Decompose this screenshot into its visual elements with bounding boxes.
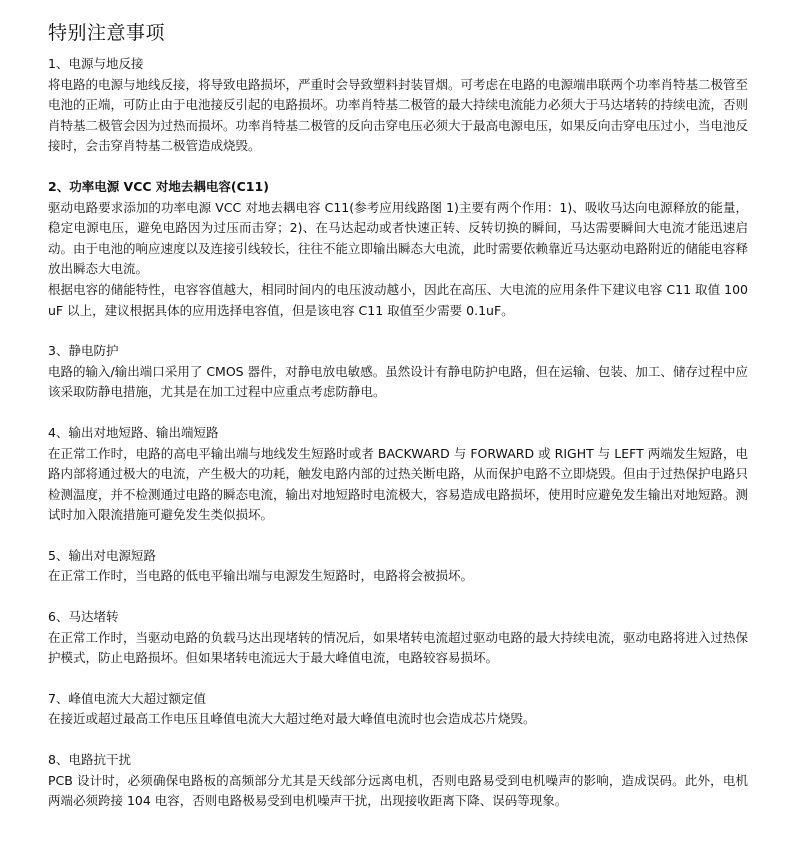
section-paragraph: 在正常工作时，当电路的低电平输出端与电源发生短路时，电路将会被损坏。: [48, 568, 474, 584]
section-paragraph: 在正常工作时，电路的高电平输出端与地线发生短路时或者 BACKWARD 与 FORWARD 或 RIGHT 与 LEFT 两端发生短路，电路内部将通过极大的电流，产生极大的功耗，触发电路内部的过热关断电路，从而保护电路不立即烧毁。但由于过热保护电路只检测温度，并不检测通过电路的瞬态电流，输出对地短路时电流极大，容易造成电路损坏，使用时应避免发生输出对地短路。测试时加入限流措施可避免发生类似损坏。: [48, 445, 749, 523]
section-heading: 6、马达堵转: [48, 609, 119, 625]
section-paragraph: 在接近或超过最高工作电压且峰值电流大大超过绝对最大峰值电流时也会造成芯片烧毁。: [48, 711, 536, 727]
section-paragraph: 驱动电路要求添加的功率电源 VCC 对地去耦电容 C11(参考应用线路图 1)主要有两个作用：1)、吸收马达向电源释放的能量，稳定电源电压，避免电路因为过压而击穿；2)、在马达起动或者快速正转、反转切换的瞬间，马达需要瞬间大电流才能迅速启动。由于电池的响应速度以及连接引线较长，往往不能立即输出瞬态大电流，此时需要依赖靠近马达驱动电路附近的储能电容释放出瞬态大电流。: [48, 199, 749, 277]
section-heading: 3、静电防护: [48, 343, 119, 359]
section-paragraph: 将电路的电源与地线反接，将导致电路损坏，严重时会导致塑料封装冒烟。可考虑在电路的电源端串联两个功率肖特基二极管至电池的正端，可防止由于电池接反引起的电路损坏。功率肖特基二极管的最大持续电流能力必须大于马达堵转的持续电流，否则肖特基二极管会因为过热而损坏。功率肖特基二极管的反向击穿电压必须大于最高电源电压，如果反向击穿电压过小，当电池反接时，会击穿肖特基二极管造成烧毁。: [48, 76, 749, 154]
section-decoupling-capacitor: [48, 177, 748, 321]
section-power-reverse: [48, 54, 748, 157]
section-heading: 1、电源与地反接: [48, 56, 144, 71]
section-heading: 2、功率电源 VCC 对地去耦电容(C11): [48, 178, 269, 194]
section-anti-interference: [48, 750, 748, 812]
section-motor-stall: [48, 607, 748, 669]
section-heading: 8、电路抗干扰: [48, 752, 131, 768]
section-heading: 7、峰值电流大大超过额定值: [48, 690, 206, 706]
section-paragraph: 在正常工作时，当驱动电路的负载马达出现堵转的情况后，如果堵转电流超过驱动电路的最大持续电流，驱动电路将进入过热保护模式，防止电路损坏。但如果堵转电流远大于最大峰值电流，电路较容易损坏。: [48, 629, 749, 666]
section-paragraph: 电路的输入/输出端口采用了 CMOS 器件，对静电放电敏感。虽然设计有静电防护电路，但在运输、包装、加工、储存过程中应该采取防静电措施，尤其是在加工过程中应重点考虑防静电。: [48, 363, 748, 400]
section-heading: 4、输出对地短路、输出端短路: [48, 424, 219, 440]
section-heading: 5、输出对电源短路: [48, 547, 156, 563]
section-paragraph: 根据电容的储能特性，电容容值越大，相同时间内的电压波动越小，因此在高压、大电流的应用条件下建议电容 C11 取值 100uF 以上，建议根据具体的应用选择电容值，但是该电容 C11 取值至少需要 0.1uF。: [48, 281, 748, 318]
section-output-short-power: [48, 546, 748, 587]
page-title: 特别注意事项: [48, 22, 166, 44]
section-peak-current: [48, 689, 748, 730]
section-esd-protection: [48, 341, 748, 403]
document-page: [48, 0, 748, 812]
section-output-short-ground: [48, 423, 748, 526]
section-paragraph: PCB 设计时，必须确保电路板的高频部分尤其是天线部分远离电机，否则电路易受到电机噪声的影响，造成误码。此外，电机两端必须跨接 104 电容，否则电路极易受到电机噪声干扰，出现接收距离下降、误码等现象。: [48, 772, 748, 809]
